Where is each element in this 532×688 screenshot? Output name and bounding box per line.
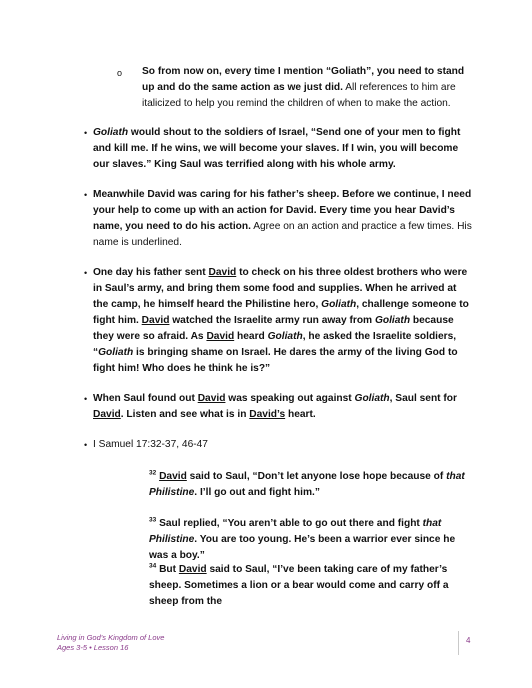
bullet-4-text: When Saul found out bbox=[93, 393, 198, 404]
goliath-name: Goliath bbox=[354, 393, 390, 404]
verse-number: 34 bbox=[149, 562, 157, 570]
goliath-name: Goliath bbox=[93, 127, 129, 138]
verse-34 bbox=[149, 562, 474, 610]
bullet-3-text: , he asked the Israelite soldiers, “ bbox=[93, 331, 457, 358]
goliath-name: Goliath bbox=[321, 299, 357, 310]
goliath-name: Goliath bbox=[98, 347, 134, 358]
bullet-marker: • bbox=[84, 128, 88, 138]
david-name: David bbox=[178, 564, 207, 575]
bullet-1-text: would shout to the soldiers of Israel, “Send one of your men to fight and kill me. If he wins, we will become your slaves. If I win, you will become our slaves.” King Saul was terrified along with his whole army. bbox=[93, 127, 461, 170]
verse-32 bbox=[149, 469, 474, 501]
bullet-marker: • bbox=[84, 190, 88, 200]
sub-item-paragraph bbox=[142, 64, 474, 112]
verse-text: . I’ll go out and fight him.” bbox=[194, 487, 320, 498]
verse-text: . You are too young. He’s been a warrior ever since he was a boy.” bbox=[149, 534, 456, 561]
verse-33 bbox=[149, 516, 474, 564]
verse-text: said to Saul, “Don’t let anyone lose hope because of bbox=[186, 471, 447, 482]
philistine-phrase: that Philistine bbox=[149, 518, 442, 545]
sub-item-bold-text: So from now on, every time I mention “Goliath”, you need to stand up and do the same action as we just did. bbox=[142, 66, 465, 93]
bullet-marker: • bbox=[84, 268, 88, 278]
bullet-4-text: was speaking out against bbox=[225, 393, 355, 404]
goliath-name: Goliath bbox=[267, 331, 303, 342]
scripture-reference: I Samuel 17:32-37, 46-47 bbox=[93, 439, 208, 450]
bullet-3-text: to check on his three oldest brothers who were in Saul’s army, and bring them some food and supplies. When he arrived at the camp, he himself heard the Philistine hero, bbox=[93, 267, 468, 310]
bullet-4-text: . Listen and see what is in bbox=[120, 409, 250, 420]
bullet-4-text: heart. bbox=[285, 409, 316, 420]
bullet-3-text: heard bbox=[234, 331, 268, 342]
verse-number: 33 bbox=[149, 516, 157, 524]
verse-text: Saul replied, “You aren’t able to go out there and fight bbox=[156, 518, 423, 529]
footer-title bbox=[57, 633, 164, 653]
verse-number: 32 bbox=[149, 469, 157, 477]
footer-divider bbox=[458, 631, 459, 655]
verse-text: said to Saul, “I’ve been taking care of my father’s sheep. Sometimes a lion or a bear would come and carry off a sheep from the bbox=[149, 564, 449, 607]
sub-bullet-marker: o bbox=[117, 68, 123, 78]
davids-name: David’s bbox=[249, 409, 286, 420]
david-name: David bbox=[208, 267, 237, 278]
verse-text: But bbox=[156, 564, 179, 575]
bullet-marker: • bbox=[84, 440, 88, 450]
goliath-name: Goliath bbox=[374, 315, 411, 326]
bullet-3-text: , challenge someone to fight him. bbox=[93, 299, 469, 326]
bullet-3-paragraph bbox=[93, 265, 474, 377]
sub-item-normal-text: All references to him are italicized to help you remind the children of when to make the action. bbox=[142, 82, 456, 109]
bullet-1-paragraph bbox=[93, 125, 474, 173]
bullet-3-text: because they were so afraid. As bbox=[93, 315, 454, 342]
footer-line-1: Living in God’s Kingdom of Love bbox=[57, 633, 165, 642]
bullet-3-text: is bringing shame on Israel. He dares the army of the living God to fight him! Who does he think he is?” bbox=[93, 347, 458, 374]
philistine-phrase: that Philistine bbox=[149, 471, 465, 498]
david-name: David bbox=[93, 409, 121, 420]
bullet-3-text: watched the Israelite army run away from bbox=[169, 315, 375, 326]
page-number: 4 bbox=[466, 636, 471, 645]
bullet-2-bold-text: Meanwhile David was caring for his father’s sheep. Before we continue, I need your help to come up with an action for David. Every time you hear David’s name, you need to do his action. bbox=[93, 189, 472, 232]
david-name: David bbox=[206, 331, 235, 342]
footer-line-2: Ages 3-5 • Lesson 16 bbox=[57, 643, 129, 652]
bullet-marker: • bbox=[84, 394, 88, 404]
bullet-2-normal-text: Agree on an action and practice a few times. His name is underlined. bbox=[93, 221, 472, 248]
bullet-4-paragraph bbox=[93, 391, 474, 423]
bullet-3-text: One day his father sent bbox=[93, 267, 209, 278]
david-name: David bbox=[159, 471, 187, 482]
david-name: David bbox=[141, 315, 170, 326]
bullet-2-paragraph bbox=[93, 187, 474, 251]
bullet-4-text: , Saul sent for bbox=[389, 393, 457, 404]
david-name: David bbox=[197, 393, 226, 404]
